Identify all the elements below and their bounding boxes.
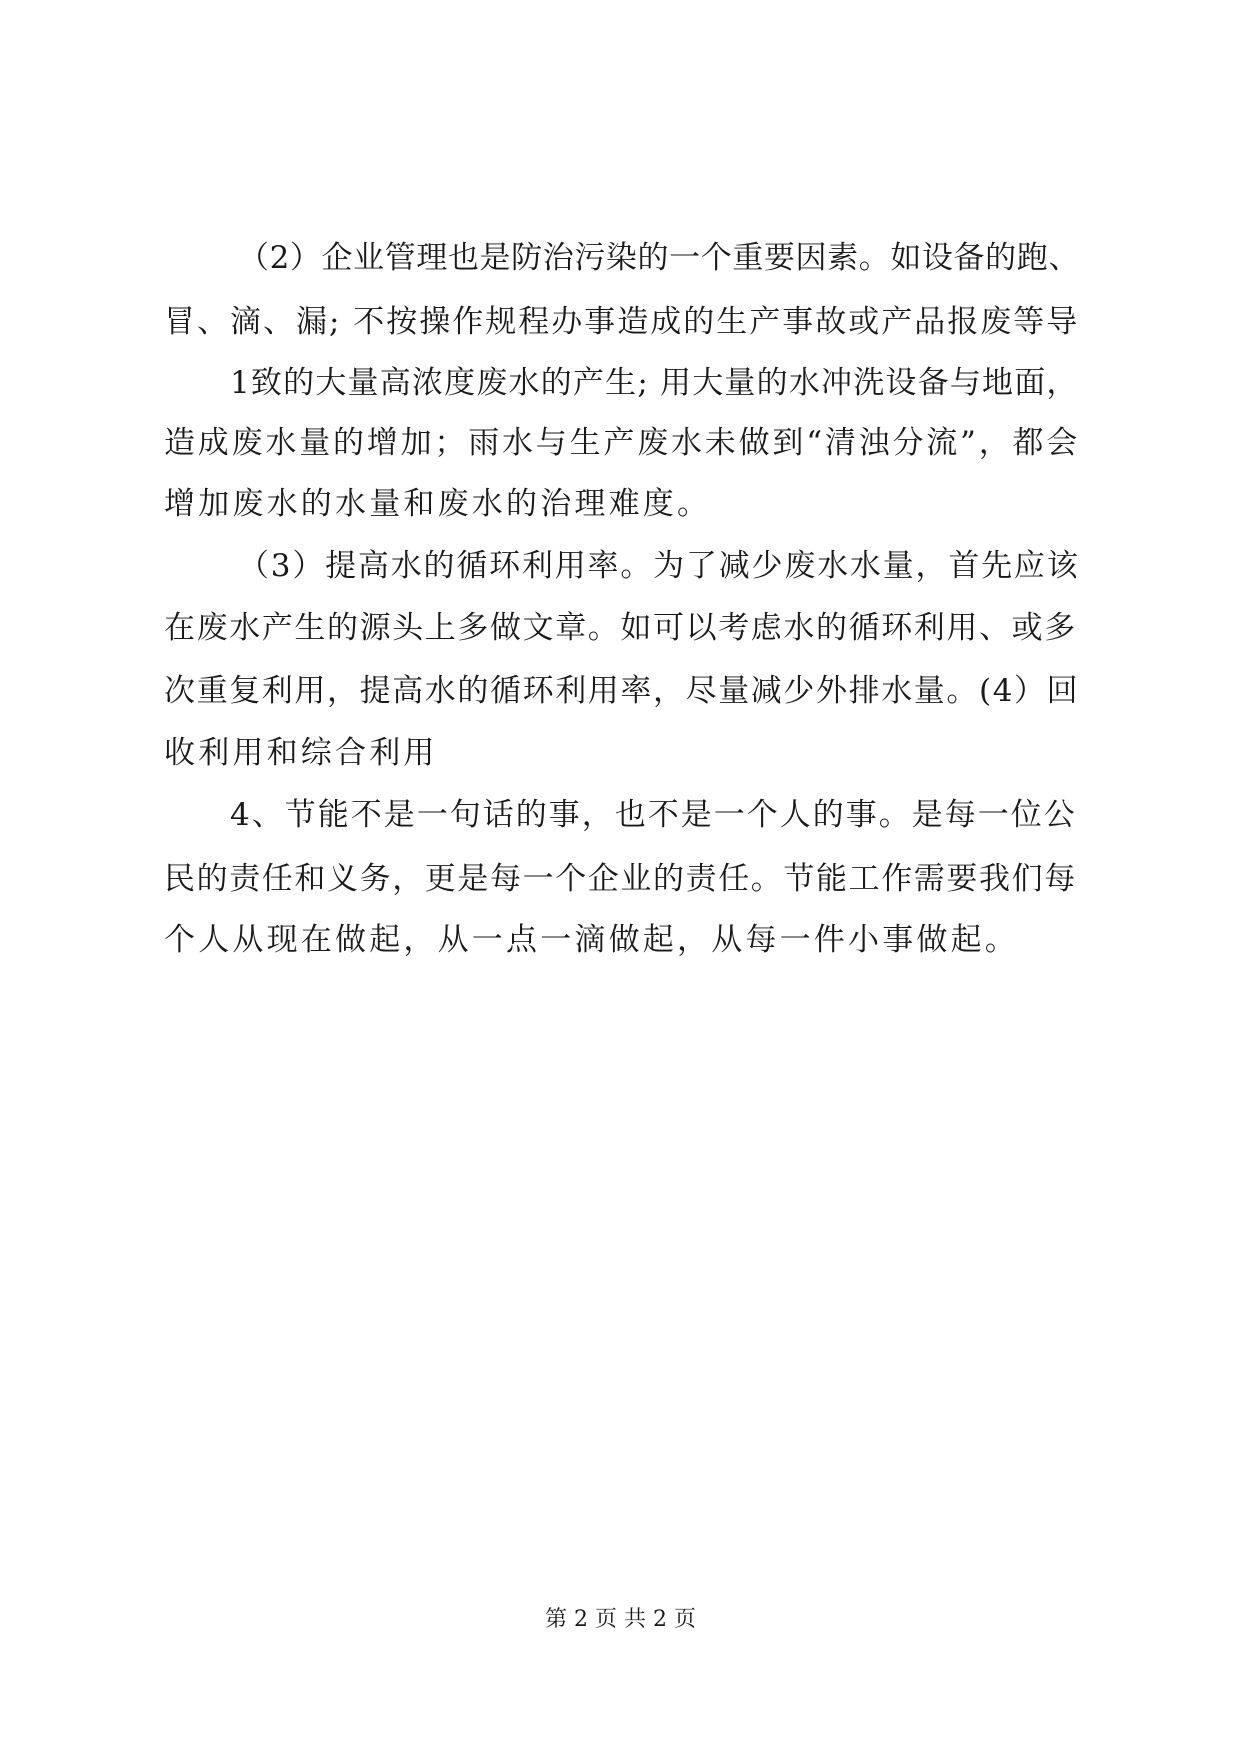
text-line: （2）企业管理也是防治污染的一个重要因素。如设备的跑、 [238, 240, 1080, 276]
text-line: 造成废水量的增加；雨水与生产废水未做到“清浊分流”，都会 [164, 425, 1081, 461]
text-line: 个人从现在做起，从一点一滴做起，从每一件小事做起。 [164, 922, 1019, 958]
page-number-footer: 第 2 页 共 2 页 [545, 1607, 696, 1632]
text-line: 在废水产生的源头上多做文章。如可以考虑水的循环利用、或多 [164, 610, 1077, 646]
text-line: 1致的大量高浓度废水的产生; 用大量的水冲洗设备与地面， [230, 365, 1079, 401]
text-line: 4、节能不是一句话的事，也不是一个人的事。是每一位公 [230, 797, 1077, 833]
text-line: 民的责任和义务，更是每一个企业的责任。节能工作需要我们每 [164, 861, 1077, 897]
text-line: 次重复利用，提高水的循环利用率，尽量减少外排水量。(4）回 [164, 673, 1080, 709]
text-line: （3）提高水的循环利用率。为了减少废水水量，首先应该 [238, 548, 1080, 584]
text-line: 收利用和综合利用 [164, 735, 438, 771]
text-line: 增加废水的水量和废水的治理难度。 [164, 486, 712, 522]
text-line: 冒、滴、漏; 不按操作规程办事造成的生产事故或产品报废等导 [164, 304, 1080, 340]
